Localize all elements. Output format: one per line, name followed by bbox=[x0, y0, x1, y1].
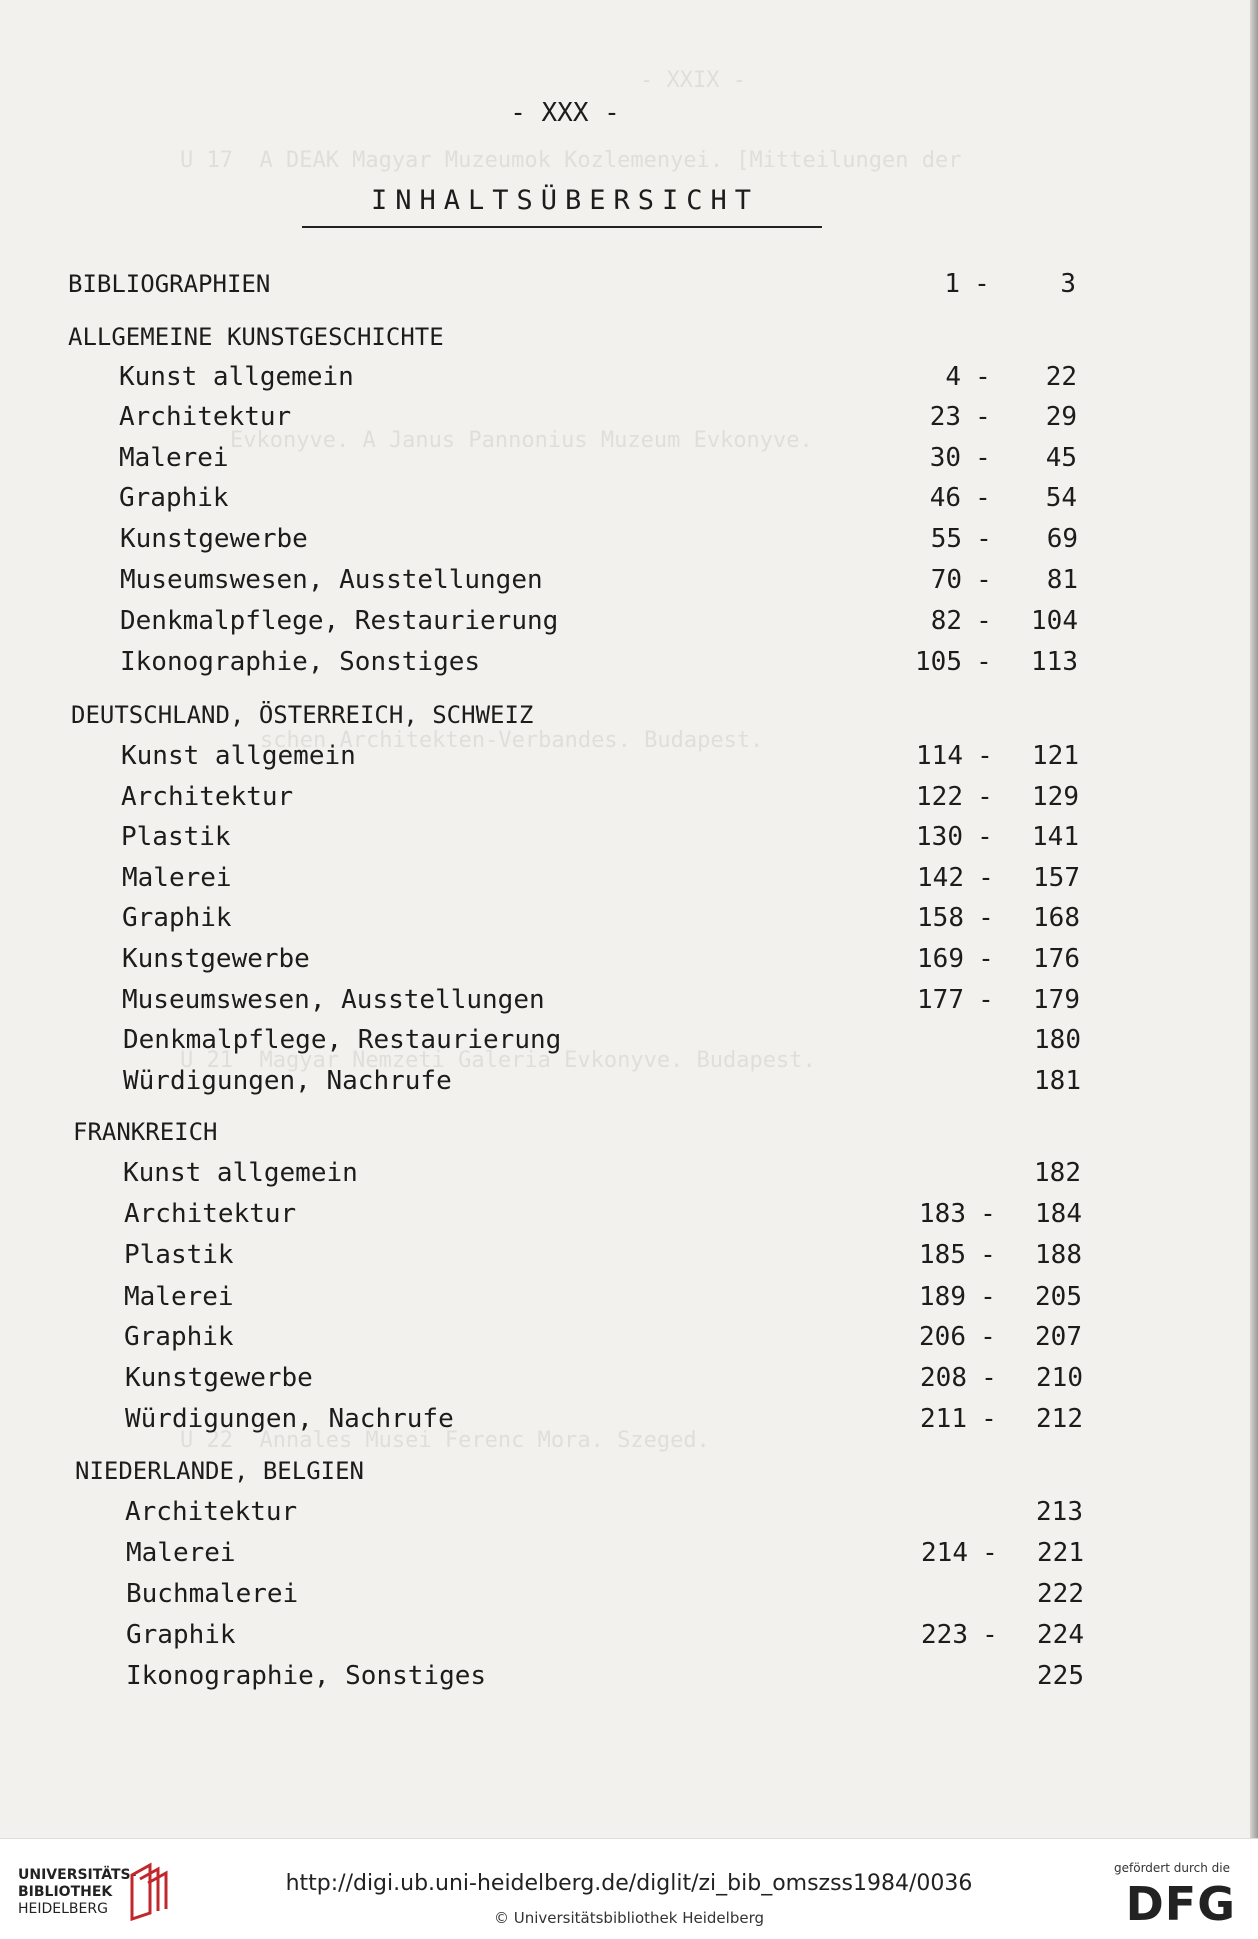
page-from: 122 bbox=[916, 782, 963, 812]
show-through: Evkonyve. A Janus Pannonius Muzeum Evkonyve. bbox=[230, 428, 813, 453]
range-dash: - bbox=[980, 1240, 996, 1270]
page-to: 181 bbox=[1034, 1066, 1081, 1096]
permalink[interactable]: http://digi.ub.uni-heidelberg.de/diglit/zi_bib_omszss1984/0036 bbox=[285, 1871, 973, 1896]
page-range bbox=[874, 942, 1080, 976]
page-from: 1 bbox=[944, 269, 960, 299]
show-through: - XXIX - bbox=[640, 68, 746, 93]
page-range bbox=[875, 1023, 1081, 1057]
range-dash: - bbox=[976, 647, 992, 677]
toc-entry: Malerei bbox=[126, 1538, 236, 1568]
page-to: 45 bbox=[1045, 443, 1077, 473]
page-range bbox=[872, 563, 1078, 597]
page-from: 211 bbox=[920, 1404, 967, 1434]
page-from: 46 bbox=[929, 483, 961, 513]
page-range bbox=[878, 1659, 1084, 1693]
page-title: INHALTSÜBERSICHT bbox=[370, 185, 760, 216]
page-to: 184 bbox=[1035, 1199, 1082, 1229]
page-from: 158 bbox=[917, 903, 964, 933]
range-dash: - bbox=[976, 524, 992, 554]
page-range bbox=[878, 1618, 1084, 1652]
range-dash: - bbox=[977, 782, 993, 812]
page-to: 113 bbox=[1031, 647, 1078, 677]
section-heading: NIEDERLANDE, BELGIEN bbox=[75, 1457, 364, 1485]
page-range bbox=[873, 820, 1079, 854]
page-to: 212 bbox=[1036, 1404, 1083, 1434]
page-from: 55 bbox=[930, 524, 962, 554]
toc-entry: Plastik bbox=[121, 822, 231, 852]
page-to: 22 bbox=[1045, 362, 1077, 392]
page-range bbox=[873, 780, 1079, 814]
toc-entry: Malerei bbox=[124, 1282, 234, 1312]
page-from: 82 bbox=[930, 606, 962, 636]
toc-entry: Würdigungen, Nachrufe bbox=[125, 1404, 454, 1434]
toc-entry: Kunst allgemein bbox=[121, 741, 356, 771]
range-dash: - bbox=[982, 1538, 998, 1568]
dfg-logo: DFG bbox=[1125, 1877, 1236, 1931]
page-range bbox=[872, 604, 1078, 638]
page-range bbox=[876, 1320, 1082, 1354]
page-from: 189 bbox=[919, 1282, 966, 1312]
toc-entry: Graphik bbox=[124, 1322, 234, 1352]
page-range bbox=[874, 861, 1080, 895]
range-dash: - bbox=[975, 483, 991, 513]
toc-entry: Museumswesen, Ausstellungen bbox=[120, 565, 543, 595]
range-dash: - bbox=[977, 822, 993, 852]
page-to: 3 bbox=[1060, 269, 1076, 299]
page-from: 208 bbox=[920, 1363, 967, 1393]
toc-entry: Architektur bbox=[119, 402, 292, 432]
page-from: 185 bbox=[919, 1240, 966, 1270]
toc-entry: Architektur bbox=[125, 1497, 298, 1527]
page-to: 205 bbox=[1035, 1282, 1082, 1312]
page-from: 142 bbox=[917, 863, 964, 893]
range-dash: - bbox=[974, 269, 990, 299]
page-range bbox=[870, 267, 1076, 301]
toc-entry: Ikonographie, Sonstiges bbox=[126, 1661, 487, 1691]
page-from: 23 bbox=[929, 402, 961, 432]
page-range bbox=[876, 1238, 1082, 1272]
page-range bbox=[875, 1156, 1081, 1190]
show-through: U 17 A DEAK Magyar Muzeumok Kozlemenyei. [Mitteilungen der bbox=[180, 148, 962, 173]
toc-entry: Kunst allgemein bbox=[119, 362, 354, 392]
toc-entry: Würdigungen, Nachrufe bbox=[123, 1066, 452, 1096]
toc-entry: Buchmalerei bbox=[126, 1579, 299, 1609]
toc-entry: Graphik bbox=[126, 1620, 236, 1650]
range-dash: - bbox=[980, 1322, 996, 1352]
page-to: 168 bbox=[1033, 903, 1080, 933]
page-to: 222 bbox=[1037, 1579, 1084, 1609]
toc-entry: Kunst allgemein bbox=[123, 1158, 358, 1188]
page-to: 213 bbox=[1036, 1497, 1083, 1527]
section-heading: BIBLIOGRAPHIEN bbox=[68, 270, 271, 298]
library-line: UNIVERSITÄTS- bbox=[18, 1867, 137, 1883]
page-edge bbox=[1250, 0, 1258, 1838]
page-from: 169 bbox=[917, 944, 964, 974]
page-to: 179 bbox=[1033, 985, 1080, 1015]
page-from: 214 bbox=[921, 1538, 968, 1568]
page-to: 182 bbox=[1034, 1158, 1081, 1188]
page-range bbox=[874, 901, 1080, 935]
range-dash: - bbox=[980, 1282, 996, 1312]
page-range bbox=[872, 522, 1078, 556]
toc-entry: Kunstgewerbe bbox=[122, 944, 310, 974]
range-dash: - bbox=[978, 863, 994, 893]
page-range bbox=[872, 645, 1078, 679]
range-dash: - bbox=[981, 1363, 997, 1393]
range-dash: - bbox=[975, 362, 991, 392]
page-range bbox=[874, 983, 1080, 1017]
page-from: 183 bbox=[919, 1199, 966, 1229]
range-dash: - bbox=[980, 1199, 996, 1229]
toc-entry: Malerei bbox=[119, 443, 229, 473]
library-line: BIBLIOTHEK bbox=[18, 1884, 113, 1900]
page-from: 130 bbox=[916, 822, 963, 852]
page-to: 69 bbox=[1046, 524, 1078, 554]
page-to: 141 bbox=[1032, 822, 1079, 852]
page-range bbox=[871, 400, 1077, 434]
page-from: 105 bbox=[915, 647, 962, 677]
page-to: 210 bbox=[1036, 1363, 1083, 1393]
page-from: 114 bbox=[916, 741, 963, 771]
toc-entry: Graphik bbox=[122, 903, 232, 933]
range-dash: - bbox=[975, 402, 991, 432]
section-heading: DEUTSCHLAND, ÖSTERREICH, SCHWEIZ bbox=[71, 701, 534, 729]
page-to: 54 bbox=[1045, 483, 1077, 513]
page-to: 29 bbox=[1045, 402, 1077, 432]
toc-entry: Ikonographie, Sonstiges bbox=[120, 647, 481, 677]
page-from: 223 bbox=[921, 1620, 968, 1650]
page-range bbox=[871, 481, 1077, 515]
show-through: U 21 Magyar Nemzeti Galeria Evkonyve. Budapest. bbox=[180, 1048, 816, 1073]
toc-entry: Denkmalpflege, Restaurierung bbox=[123, 1025, 562, 1055]
range-dash: - bbox=[976, 565, 992, 595]
page-range bbox=[878, 1577, 1084, 1611]
page-to: 121 bbox=[1032, 741, 1079, 771]
section-heading: FRANKREICH bbox=[73, 1118, 218, 1146]
range-dash: - bbox=[975, 443, 991, 473]
range-dash: - bbox=[976, 606, 992, 636]
page-range bbox=[875, 1064, 1081, 1098]
section-heading: ALLGEMEINE KUNSTGESCHICHTE bbox=[68, 323, 444, 351]
page-to: 188 bbox=[1035, 1240, 1082, 1270]
toc-entry: Architektur bbox=[121, 782, 294, 812]
range-dash: - bbox=[978, 944, 994, 974]
footer-bar bbox=[0, 1838, 1258, 1939]
page-from: 206 bbox=[919, 1322, 966, 1352]
page-from: 30 bbox=[929, 443, 961, 473]
page-range bbox=[876, 1197, 1082, 1231]
toc-entry: Denkmalpflege, Restaurierung bbox=[120, 606, 559, 636]
page-range bbox=[876, 1280, 1082, 1314]
dfg-caption: gefördert durch die bbox=[1114, 1861, 1230, 1875]
page-to: 221 bbox=[1037, 1538, 1084, 1568]
toc-entry: Kunstgewerbe bbox=[125, 1363, 313, 1393]
page-to: 129 bbox=[1032, 782, 1079, 812]
toc-entry: Architektur bbox=[124, 1199, 297, 1229]
show-through: U 22 Annales Musei Ferenc Mora. Szeged. bbox=[180, 1428, 710, 1453]
range-dash: - bbox=[982, 1620, 998, 1650]
page-range bbox=[877, 1361, 1083, 1395]
toc-entry: Plastik bbox=[124, 1240, 234, 1270]
page-range bbox=[878, 1536, 1084, 1570]
toc-entry: Kunstgewerbe bbox=[120, 524, 308, 554]
page-to: 157 bbox=[1033, 863, 1080, 893]
page-to: 180 bbox=[1034, 1025, 1081, 1055]
toc-entry: Graphik bbox=[119, 483, 229, 513]
page-from: 4 bbox=[945, 362, 961, 392]
page-range bbox=[871, 360, 1077, 394]
library-line: HEIDELBERG bbox=[18, 1901, 108, 1917]
range-dash: - bbox=[978, 985, 994, 1015]
range-dash: - bbox=[977, 741, 993, 771]
page-to: 81 bbox=[1046, 565, 1078, 595]
range-dash: - bbox=[978, 903, 994, 933]
page-range bbox=[873, 739, 1079, 773]
page-number: - XXX - bbox=[510, 98, 620, 128]
toc-entry: Malerei bbox=[122, 863, 232, 893]
page-from: 177 bbox=[917, 985, 964, 1015]
page-range bbox=[877, 1495, 1083, 1529]
toc-entry: Museumswesen, Ausstellungen bbox=[122, 985, 545, 1015]
page-range bbox=[877, 1402, 1083, 1436]
page-to: 104 bbox=[1031, 606, 1078, 636]
page-to: 176 bbox=[1033, 944, 1080, 974]
show-through: schen Architekten-Verbandes. Budapest. bbox=[260, 728, 764, 753]
page-range bbox=[871, 441, 1077, 475]
page-from: 70 bbox=[930, 565, 962, 595]
title-underline bbox=[302, 226, 822, 228]
copyright-notice: © Universitätsbibliothek Heidelberg bbox=[493, 1909, 764, 1927]
page-to: 224 bbox=[1037, 1620, 1084, 1650]
page-to: 225 bbox=[1037, 1661, 1084, 1691]
page-to: 207 bbox=[1035, 1322, 1082, 1352]
range-dash: - bbox=[981, 1404, 997, 1434]
